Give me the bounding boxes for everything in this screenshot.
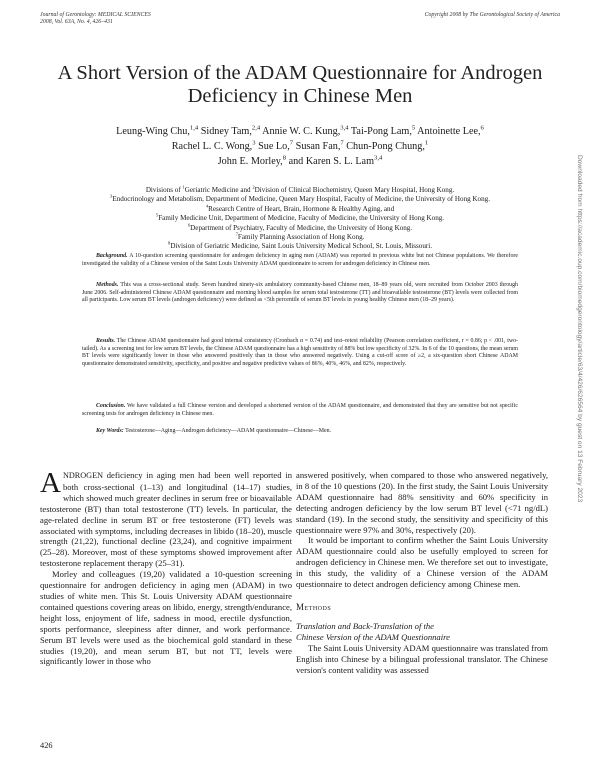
body-paragraph: Morley and colleagues (19,20) validated a 10-question screening questionnaire for androgen deficiency in aging men (ADAM) in two studies of white men. This St. Louis University ADAM questionnaire contained questions covering areas on libido, energy, strength/endurance, height loss, enjoyment of life, sadness in mood, erectile dysfunction, sports performance, sleepiness after dinner, and work performance. Serum BT levels were used as the biochemical gold standard in these studies (19,20), and mean serum BT, but not TT, levels were significantly lower in those who bbox=[40, 569, 292, 667]
affiliation-line: $^4$Research Centre of Heart, Brain, Hormone & Healthy Aging, and bbox=[205, 203, 395, 213]
intro-paragraph: ANDROGEN deficiency in aging men had been well reported in both cross-sectional (1–13) and longitudinal (14–17) studies, which showed much greater declines in serum free or bioavailable testosterone (BT) than total testosterone (TT) levels. In particular, the age-related decline in serum BT or free testosterone (FT) levels was associated with symptoms, including decreases in libido (18–20), muscle strength (21,22), functional decline (23,24), and cognitive impairment (25–28). Moreover, most of these symptoms showed improvement after testosterone replacement therapy (25–31). bbox=[40, 467, 292, 569]
body-paragraph: It would be important to confirm whether the Saint Louis University ADAM questionnaire could also be usefully employed to screen for androgen deficiency in Chinese men. We therefore set out to investigate, in this study, the validity of a Chinese version of the ADAM questionnaire to detect androgen deficiency among Chinese men. bbox=[296, 535, 548, 590]
affiliation-line: $^8$Division of Geriatric Medicine, Saint Louis University Medical School, St. Louis, Missouri. bbox=[168, 241, 432, 251]
abstract-background: Background. A 10-question screening questionnaire for androgen deficiency in aging men (ADAM) was reported in previous white but not Chinese populations. We therefore investigated the validity of a Chinese version of the Saint Louis University ADAM questionnaire to screen for androgen deficiency in Chinese men. bbox=[82, 253, 518, 267]
running-header-left bbox=[40, 12, 151, 26]
author: Rachel L. C. Wong,$^3$ bbox=[171, 139, 256, 152]
author: and Karen S. L. Lam$^{3,4}$ bbox=[288, 154, 383, 167]
volume-info: 2008, Vol. 63A, No. 4, 426–431 bbox=[40, 19, 113, 25]
affiliation-line: $^5$Family Medicine Unit, Department of Medicine, Faculty of Medicine, the University of Hong Kong. bbox=[155, 212, 445, 223]
author: Leung-Wing Chu,$^{1,4}$ bbox=[116, 124, 199, 137]
page-number: 426 bbox=[40, 741, 53, 750]
abstract-methods: Methods. This was a cross-sectional study. Seven hundred ninety-six ambulatory community-based Chinese men, 18–89 years old, were recruited from October 2003 through June 2006. Self-administered Chinese ADAM questionnaire and morning blood samples for serum total testosterone (TT) and bioavailable testosterone (BT) levels were collected from all participants. Low serum BT levels (androgen deficiency) were defined as <5th percentile of serum BT levels in young healthy Chinese men (18–29 years). bbox=[82, 282, 518, 304]
affiliation-line: Divisions of $^1$Geriatric Medicine and $^2$Division of Clinical Biochemistry, Queen Mary Hospital, Hong Kong. bbox=[145, 184, 455, 194]
body-column-left bbox=[40, 467, 292, 667]
abstract-label: Results. bbox=[96, 338, 116, 344]
author: Sidney Tam,$^{2,4}$ bbox=[200, 124, 261, 137]
journal-name: Journal of Gerontology: MEDICAL SCIENCES bbox=[40, 12, 151, 18]
affiliation-line: $^6$Department of Psychiatry, Faculty of Medicine, the University of Hong Kong. bbox=[187, 222, 413, 232]
body-paragraph: The Saint Louis University ADAM questionnaire was translated from English into Chinese by a bilingual professional translator. The Chinese version's content validity was assessed bbox=[296, 642, 548, 675]
key-words: Key Words: Testosterone—Aging—Androgen deficiency—ADAM questionnaire—Chinese—Men. bbox=[96, 428, 332, 434]
author: Sue Lo,$^7$ bbox=[258, 139, 294, 152]
download-watermark: Downloaded from https://academic.oup.com/biomedgerontology/article/63/4/426/626564 by guest on 13 February 2023 bbox=[576, 155, 583, 503]
author: Tai-Pong Lam,$^5$ bbox=[350, 124, 416, 137]
author: John E. Morley,$^8$ bbox=[217, 154, 287, 167]
affiliation-line: $^3$Endocrinology and Metabolism, Department of Medicine, Queen Mary Hospital, Faculty of Medicine, the University of Hong Kong. bbox=[110, 194, 490, 204]
author: Annie W. C. Kung,$^{3,4}$ bbox=[262, 124, 349, 137]
affiliation-line: $^7$Family Planning Association of Hong Kong. bbox=[235, 231, 365, 242]
subsection-heading: Translation and Back-Translation of the Chinese Version of the ADAM Questionnaire bbox=[296, 620, 450, 642]
affiliations bbox=[40, 186, 560, 252]
author-list bbox=[40, 124, 560, 169]
section-heading-methods: Methods bbox=[296, 601, 332, 612]
author: Antoinette Lee,$^6$ bbox=[417, 124, 484, 137]
abstract-label: Conclusion. bbox=[96, 403, 126, 409]
abstract-conclusion: Conclusion. We have validated a full Chinese version and developed a shortened version of the ADAM questionnaire, and demonstrated that they are sensitive but not specific screening tests for androgen deficiency in Chinese men. bbox=[82, 403, 518, 417]
abstract-label: Methods. bbox=[96, 282, 119, 288]
abstract-label: Background. bbox=[96, 253, 128, 259]
author: Susan Fan,$^7$ bbox=[295, 139, 344, 152]
body-column-right bbox=[296, 470, 548, 675]
body-paragraph: answered positively, when compared to those who answered negatively, in 8 of the 10 questions (20). In the first study, the Saint Louis University ADAM questionnaire had 88% sensitivity and 60% specificity in detecting androgen deficiency by the low serum BT level (<71 ng/dL) standard (19). In the second study, the sensitivity and specificity of this questionnaire were 97% and 30%, respectively (20). bbox=[296, 470, 548, 535]
drop-cap: A bbox=[40, 467, 61, 499]
key-words-label: Key Words: bbox=[96, 428, 124, 434]
abstract-results: Results. The Chinese ADAM questionnaire had good internal consistency (Cronbach α = 0.74) and test–retest reliability (Pearson correlation coefficient, r = 0.86; p < .001, two-tailed). As a screening test for low serum BT levels, the Chinese ADAM questionnaire has a high sensitivity of 88% but low specificity of 32%. In 6 of the 10 questions, the mean serum BT levels were significantly lower in those who answered positively than in those who answered negatively. Using a cut-off score of ≥2, a six-question short Chinese ADAM questionnaire demonstrated sensitivity, specificity, and positive and negative predictive values of 86%, 40%, 46%, and 82%, respectively. bbox=[82, 338, 518, 368]
copyright-notice: Copyright 2008 by The Gerontological Society of America bbox=[424, 12, 560, 18]
article-title: A Short Version of the ADAM Questionnaire for Androgen Deficiency in Chinese Men bbox=[57, 62, 543, 107]
author: Chun-Pong Chung,$^1$ bbox=[346, 139, 429, 152]
